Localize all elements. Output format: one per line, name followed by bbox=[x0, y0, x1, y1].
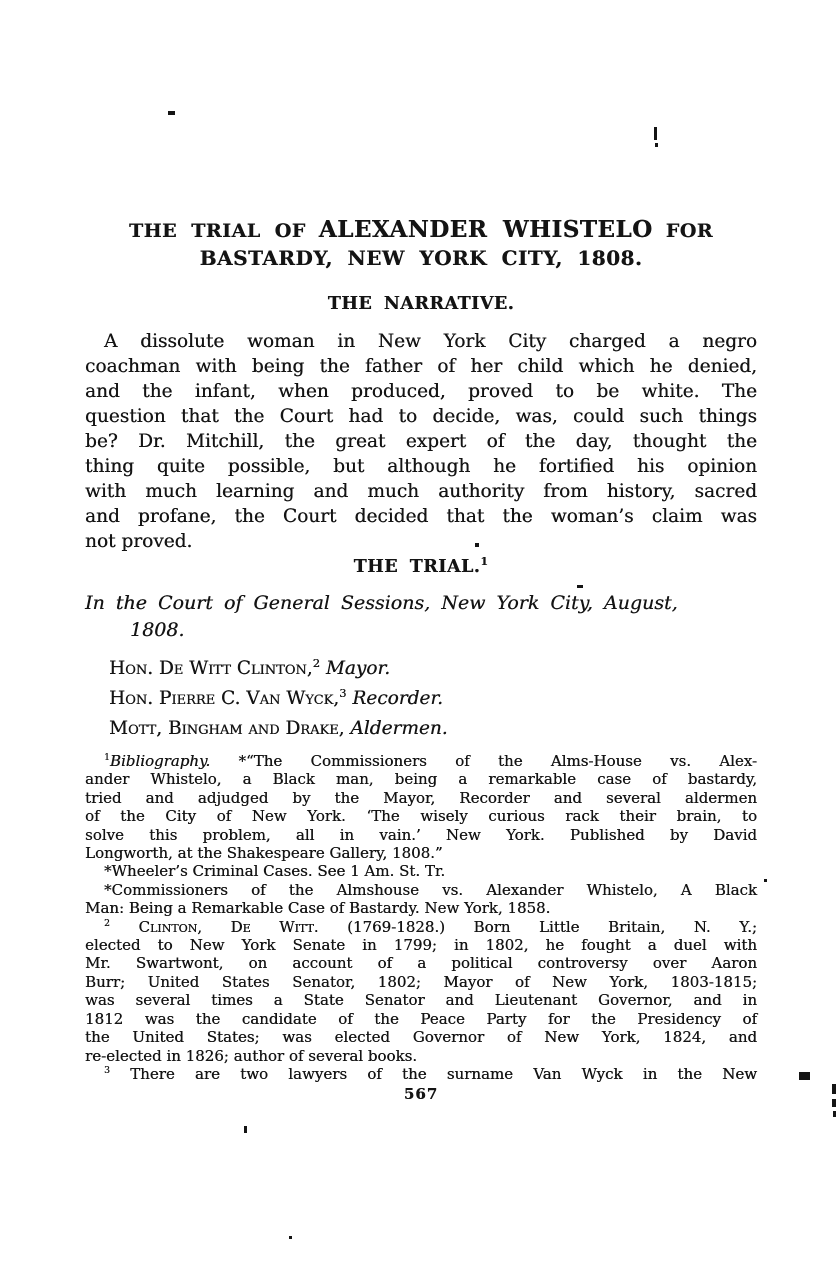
footnotes-block bbox=[85, 752, 757, 1083]
title-line-1 bbox=[85, 216, 757, 245]
footnote-continuation bbox=[85, 770, 757, 862]
text-line: Longworth, at the Shakespeare Gallery, 1808.” bbox=[85, 844, 443, 863]
scan-artifact bbox=[289, 1236, 292, 1239]
text-line: elected to New York Senate in 1799; in 1802, he fought a duel with bbox=[85, 936, 757, 955]
footnote-marker-1: 1 bbox=[104, 752, 110, 763]
scan-artifact bbox=[244, 1126, 247, 1133]
judge-name: Mott, Bingham and Drake, bbox=[109, 718, 345, 739]
footnote-continuation bbox=[85, 936, 757, 1065]
trial-heading-text: THE TRIAL. bbox=[353, 557, 481, 577]
text-line bbox=[85, 1065, 757, 1083]
text-line: re-elected in 1826; author of several books. bbox=[85, 1046, 417, 1065]
judge-name: Hon. Pierre C. Van Wyck, bbox=[109, 688, 340, 709]
judge-row-recorder bbox=[85, 684, 757, 714]
text-line: the United States; was elected Governor of New York, 1824, and bbox=[85, 1028, 757, 1047]
scan-artifact bbox=[832, 1099, 836, 1107]
text-line: was several times a State Senator and Lieutenant Governor, and in bbox=[85, 991, 757, 1010]
text-line: 1812 was the candidate of the Peace Party for the Presidency of bbox=[85, 1009, 757, 1028]
text-line: be? Dr. Mitchill, the great expert of the day, thought the bbox=[85, 431, 757, 452]
text-line: tried and adjudged by the Mayor, Recorder and several aldermen bbox=[85, 788, 757, 807]
title-line-2: BASTARDY, NEW YORK CITY, 1808. bbox=[199, 246, 643, 270]
footnote-text: (1769-1828.) Born Little Britain, N. Y.; bbox=[318, 917, 757, 936]
text-line: with much learning and much authority from history, sacred bbox=[85, 481, 757, 502]
footnote-commissioners bbox=[85, 881, 757, 918]
text-line bbox=[85, 752, 757, 770]
scan-artifact bbox=[168, 111, 175, 115]
text-line: and the infant, when produced, proved to be white. The bbox=[85, 381, 757, 402]
judges-list bbox=[85, 654, 757, 744]
text-line: A dissolute woman in New York City charged a negro bbox=[104, 331, 757, 352]
court-line-1: In the Court of General Sessions, New York City, August, bbox=[85, 592, 678, 614]
footnote-marker-2: 2 bbox=[104, 917, 110, 929]
footnote-clinton bbox=[85, 918, 757, 1065]
text-line: Burr; United States Senator, 1802; Mayor of New York, 1803-1815; bbox=[85, 972, 757, 991]
scan-artifact bbox=[577, 585, 583, 588]
narrative-paragraph bbox=[85, 329, 757, 554]
text-line: coachman with being the father of her child which he denied, bbox=[85, 356, 757, 377]
scan-artifact bbox=[655, 143, 658, 147]
judge-row-aldermen bbox=[85, 714, 757, 744]
page-number: 567 bbox=[403, 1085, 439, 1104]
footnote-bibliography bbox=[85, 752, 757, 862]
court-caption bbox=[85, 590, 757, 644]
text-line: Mr. Swartwont, on account of a political controversy over Aaron bbox=[85, 954, 757, 973]
text-line: of the City of New York. ‘The wisely curious rack their brain, to bbox=[85, 807, 757, 826]
title-part-2: ALEXANDER WHISTELO bbox=[318, 216, 653, 243]
judge-name: Hon. De Witt Clinton, bbox=[109, 658, 313, 679]
text-line: question that the Court had to decide, was, could such things bbox=[85, 406, 757, 427]
narrative-heading: THE NARRATIVE. bbox=[327, 294, 515, 314]
trial-heading bbox=[85, 557, 757, 578]
judge-role: Aldermen. bbox=[350, 718, 448, 739]
page-title bbox=[85, 216, 757, 272]
footnote-person-name: Clinton, De Witt. bbox=[138, 917, 319, 936]
footnote-ref-3: 3 bbox=[339, 685, 347, 700]
footnote-van-wyck bbox=[85, 1065, 757, 1083]
scan-artifact bbox=[654, 127, 657, 140]
footnote-wheelers-cases: *Wheeler’s Criminal Cases. See 1 Am. St. Tr. bbox=[104, 862, 446, 881]
footnote-text: There are two lawyers of the surname Van Wyck in the New bbox=[109, 1064, 757, 1083]
scan-artifact bbox=[832, 1084, 836, 1094]
scan-artifact bbox=[764, 879, 767, 882]
footnote-label: Bibliography. bbox=[109, 752, 211, 770]
text-line bbox=[85, 918, 757, 936]
scan-artifact bbox=[799, 1072, 810, 1080]
judge-role: Mayor. bbox=[325, 658, 391, 679]
footnote-text: *“The Commissioners of the Alms-House vs. Alex- bbox=[210, 752, 757, 770]
footnote-ref-2: 2 bbox=[312, 655, 320, 670]
text-line: not proved. bbox=[85, 531, 193, 552]
footnote-marker-3: 3 bbox=[104, 1064, 110, 1076]
text-line: thing quite possible, but although he fortified his opinion bbox=[85, 456, 757, 477]
judge-role: Recorder. bbox=[352, 688, 444, 709]
text-line: ander Whistelo, a Black man, being a remarkable case of bastardy, bbox=[85, 770, 757, 789]
footnote-ref-1: 1 bbox=[480, 555, 489, 569]
page-content bbox=[85, 0, 757, 1103]
court-line-2: 1808. bbox=[130, 619, 185, 641]
text-line: and profane, the Court decided that the woman’s claim was bbox=[85, 506, 757, 527]
text-line: solve this problem, all in vain.’ New York. Published by David bbox=[85, 825, 757, 844]
title-part-3: FOR bbox=[665, 220, 714, 242]
text-line: Man: Being a Remarkable Case of Bastardy. New York, 1858. bbox=[85, 899, 551, 918]
scan-artifact bbox=[475, 543, 479, 547]
title-part-1: THE TRIAL OF bbox=[128, 220, 306, 242]
judge-row-mayor bbox=[85, 654, 757, 684]
text-line: *Commissioners of the Almshouse vs. Alexander Whistelo, A Black bbox=[104, 880, 757, 899]
